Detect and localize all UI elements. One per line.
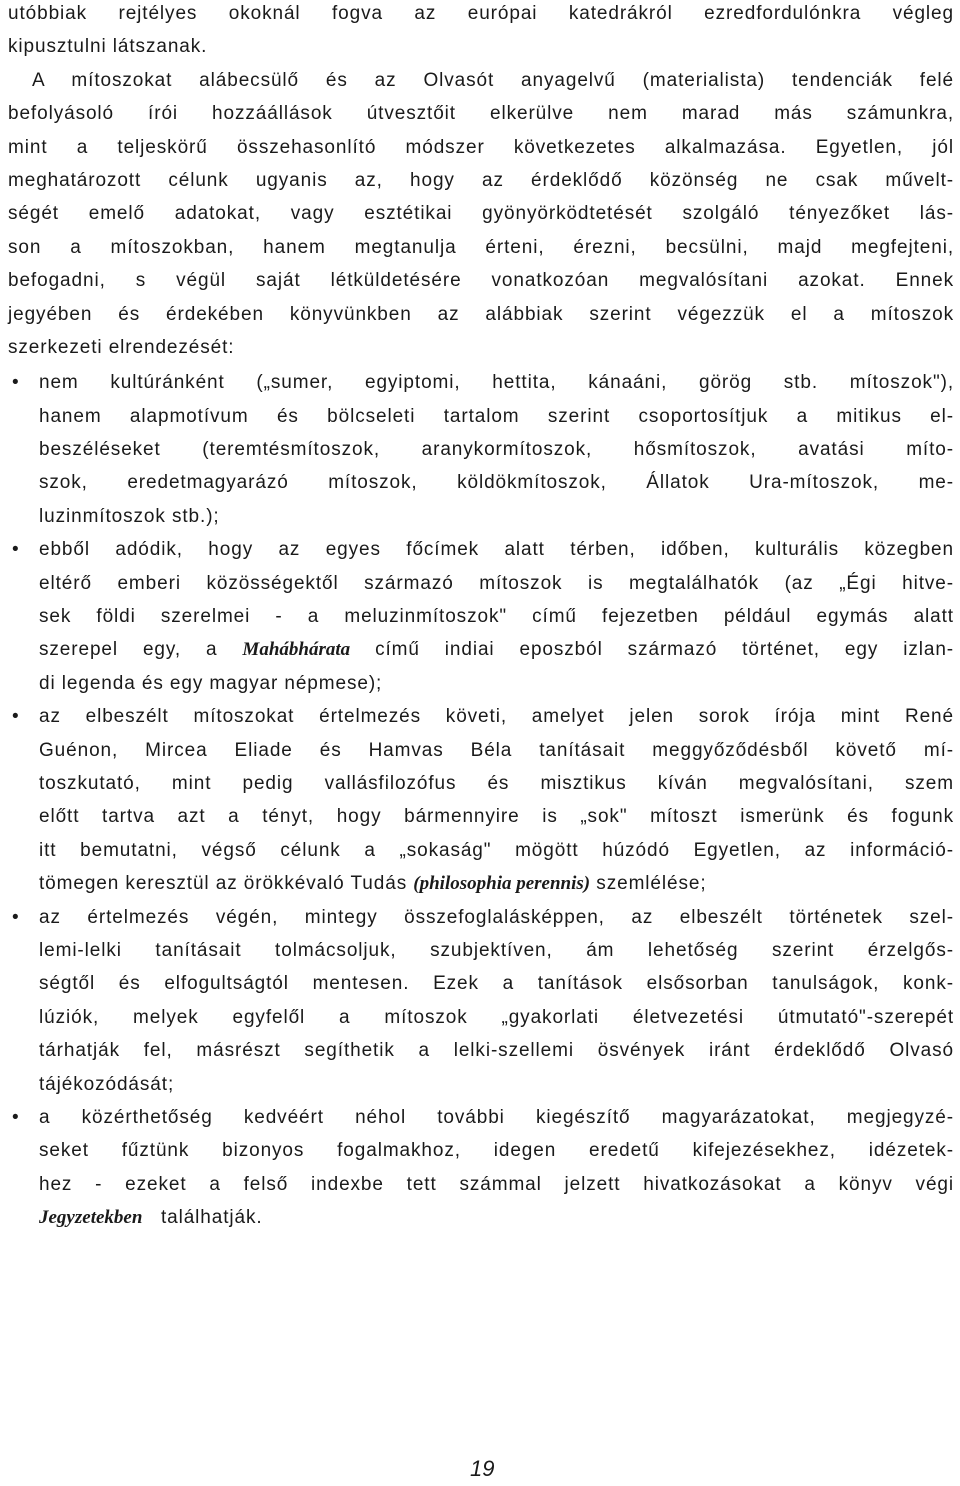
- text-line: A mítoszokat alábecsülő és az Olvasót anyagelvű (materialista) tendenciák felé: [32, 69, 954, 91]
- text-line: ebből adódik, hogy az egyes főcímek alatt térben, időben, kulturális közegben: [39, 539, 954, 561]
- text-line: szok, eredetmagyarázó mítoszok, köldökmítoszok, Állatok Ura-mítoszok, me-: [39, 472, 954, 494]
- list-item: [8, 1101, 954, 1235]
- intro-paragraph: [8, 0, 954, 364]
- text-line: sek földi szerelmei - a meluzinmítoszok" című fejezetben például egymás alatt: [39, 606, 954, 628]
- bullet-list: [8, 366, 954, 1234]
- text-line: son a mítoszokban, hanem megtanulja érteni, érezni, becsülni, majd megfejteni,: [8, 236, 954, 258]
- text-line: hez - ezeket a felső indexbe tett számmal jelzett hivatkozásokat a könyv végi: [39, 1173, 954, 1195]
- text-line: lemi-lelki tanításait tolmácsoljuk, szubjektíven, ám lehetőség szerint érzelgős-: [39, 939, 954, 961]
- text-line: ségét emelő adatokat, vagy esztétikai gyönyörködtetését szolgáló tényezőket lás-: [8, 203, 954, 225]
- text-line: a közérthetőség kedvéért néhol további kiegészítő magyarázatokat, megjegyzé-: [39, 1106, 954, 1128]
- page-number: 19: [470, 1456, 495, 1481]
- text-run: szemlélése;: [590, 873, 707, 895]
- bullet-marker: •: [12, 372, 19, 394]
- text-line: [39, 867, 954, 900]
- text-run: tömegen keresztül az örökkévaló Tudás: [39, 873, 414, 895]
- text-line: az elbeszélt mítoszokat értelmezés követi, amelyet jelen sorok írója mint René: [39, 706, 954, 728]
- text-line: tájékozódását;: [39, 1073, 175, 1095]
- text-line: toszkutató, mint pedig vallásfilozófus és misztikus kíván megvalósítani, szem: [39, 772, 954, 794]
- list-item: [8, 533, 954, 700]
- text-line: luzinmítoszok stb.);: [39, 505, 220, 527]
- bullet-marker: •: [12, 906, 19, 928]
- text-line: szerkezeti elrendezését:: [8, 336, 235, 358]
- bullet-marker: •: [12, 539, 19, 561]
- text-line: nem kultúránként („sumer, egyiptomi, hettita, kánaáni, görög stb. mítoszok"),: [39, 372, 954, 394]
- list-item: [8, 366, 954, 533]
- text-line: seket fűztünk bizonyos fogalmakhoz, idegen eredetű kifejezésekhez, idézetek-: [39, 1140, 954, 1162]
- book-title-emphasis: Mahábhárata: [242, 639, 351, 661]
- text-line: eltérő emberi közösségektől származó mítoszok is megtalálhatók (az „Égi hitve-: [39, 572, 954, 594]
- text-line: ségtől és elfogultságtól mentesen. Ezek a tanítások elsősorban tanulságok, konk-: [39, 973, 954, 995]
- text-line: Guénon, Mircea Eliade és Hamvas Béla tanításait meggyőződésből követő mí-: [39, 739, 954, 761]
- text-run: szerepel egy, a: [39, 639, 243, 661]
- text-line: itt bemutatni, végső célunk a „sokaság" mögött húzódó Egyetlen, az információ-: [39, 839, 954, 861]
- text-line: jegyében és érdekében könyvünkben az alábbiak szerint végezzük el a mítoszok: [8, 303, 954, 325]
- text-line: [39, 633, 954, 666]
- bullet-marker: •: [12, 706, 19, 728]
- bullet-marker: •: [12, 1106, 19, 1128]
- text-line: di legenda és egy magyar népmese);: [39, 672, 383, 694]
- text-line: befolyásoló írói hozzáállások útvesztőit elkerülve nem marad más számunkra,: [8, 103, 954, 125]
- text-line: kipusztulni látszanak.: [8, 36, 208, 58]
- text-line: [39, 1201, 954, 1234]
- text-line: meghatározott célunk ugyanis az, hogy az érdeklődő közönség ne csak művelt-: [8, 169, 954, 191]
- text-line: hanem alapmotívum és bölcseleti tartalom szerint csoportosítjuk a mitikus el-: [39, 405, 954, 427]
- text-line: beszéléseket (teremtésmítoszok, aranykormítoszok, hősmítoszok, avatási míto-: [39, 439, 954, 461]
- list-item: [8, 901, 954, 1101]
- text-line: előtt tartva azt a tényt, hogy bármennyire is „sok" mítoszt ismerünk és fogunk: [39, 806, 954, 828]
- text-line: tárhatják fel, másrészt segíthetik a lelki-szellemi ösvények iránt érdeklődő Olvasó: [39, 1040, 954, 1062]
- text-run: című indiai eposzból származó történet, egy izlan-: [350, 639, 955, 661]
- text-line: befogadni, s végül saját létküldetésére vonatkozóan megvalósítani azokat. Ennek: [8, 270, 954, 292]
- text-line: lúziók, melyek egyfelől a mítoszok „gyakorlati életvezetési útmutató"-szerepét: [39, 1006, 954, 1028]
- latin-term-emphasis: (philosophia perennis): [413, 873, 591, 895]
- text-line: az értelmezés végén, mintegy összefoglalásképpen, az elbeszélt történetek szel-: [39, 906, 954, 928]
- text-line: utóbbiak rejtélyes okoknál fogva az európai katedrákról ezredfordulónkra végleg: [8, 3, 954, 24]
- text-line: mint a teljeskörű összehasonlító módszer következetes alkalmazása. Egyetlen, jól: [8, 136, 954, 158]
- notes-section-emphasis: Jegyzetekben: [39, 1207, 143, 1229]
- document-page: [8, 0, 954, 1234]
- text-run: találhatják.: [142, 1207, 263, 1229]
- list-item: [8, 700, 954, 900]
